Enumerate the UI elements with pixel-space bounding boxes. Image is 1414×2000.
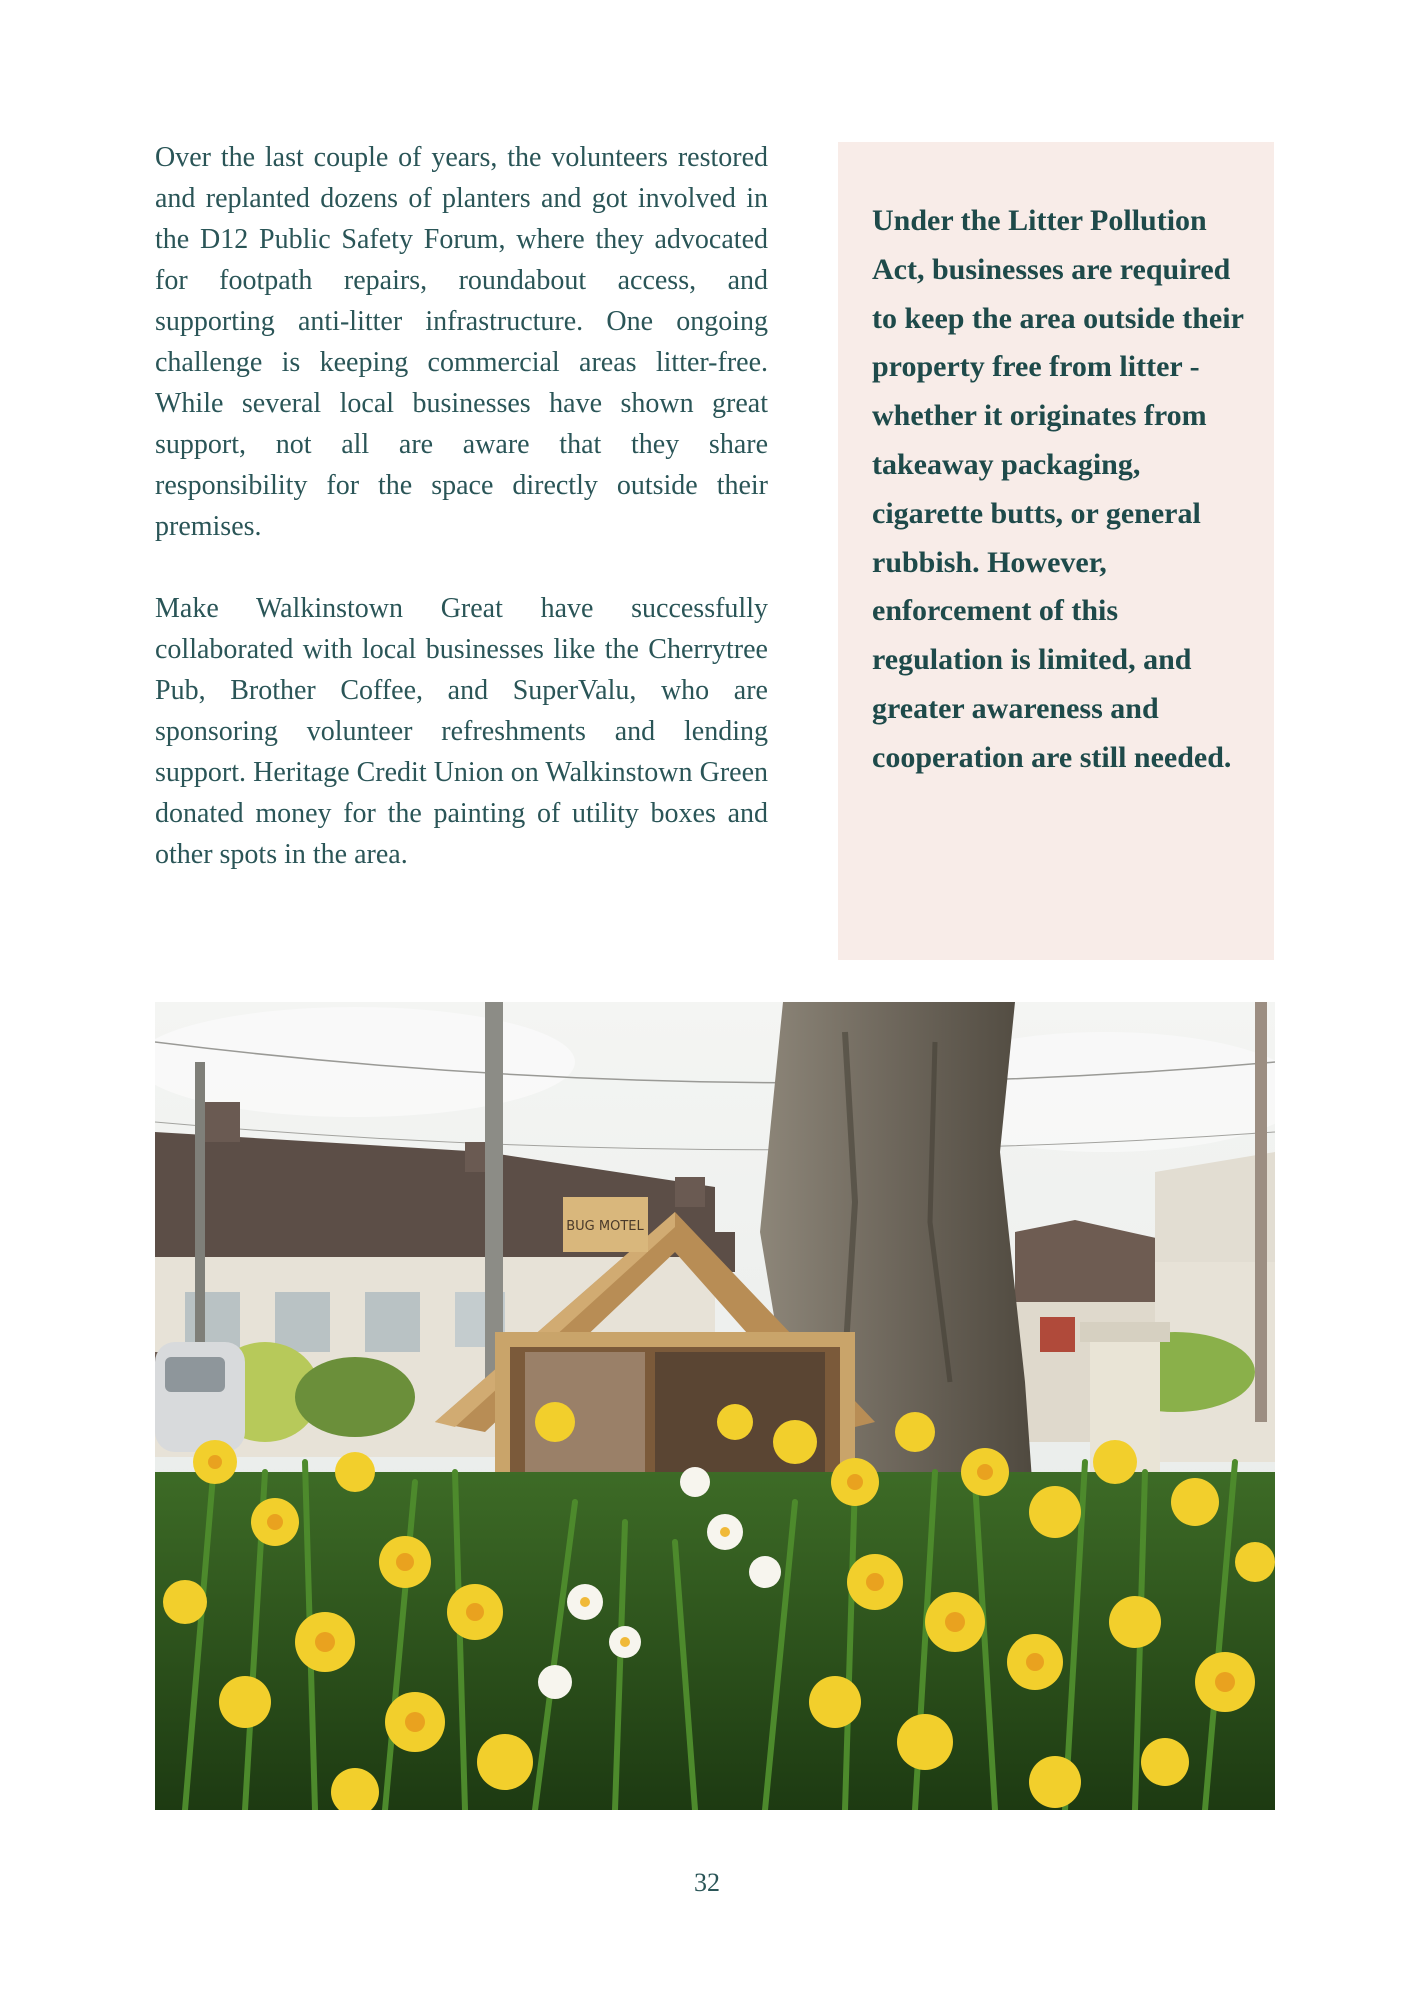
main-text-column	[155, 137, 768, 916]
callout-box	[838, 142, 1274, 960]
bug-motel-sign: BUG MOTEL	[566, 1219, 644, 1234]
bug-hotel-photo	[155, 1002, 1275, 1810]
paragraph-volunteers: Over the last couple of years, the volunteers restored and replanted dozens of planters and got involved in the D12 Public Safety Forum, where they advocated for footpath repairs, roundabout access, and supporting anti-litter infrastructure. One ongoing challenge is keeping commercial areas litter-free. While several local businesses have shown great support, not all are aware that they share responsibility for the space directly outside their premises.	[155, 142, 768, 542]
paragraph-collaborations: Make Walkinstown Great have successfully collaborated with local businesses like the Cherrytree Pub, Brother Coffee, and SuperValu, who are sponsoring volunteer refreshments and lending support. Heritage Credit Union on Walkinstown Green donated money for the painting of utility boxes and other spots in the area.	[155, 593, 768, 870]
page-number: 32	[694, 1868, 720, 1897]
callout-text: Under the Litter Pollution Act, businesses are required to keep the area outside their property free from litter - whether it originates from takeaway packaging, cigarette butts, or general rubbish. However, enforcement of this regulation is limited, and greater awareness and cooperation are still needed.	[872, 204, 1244, 774]
